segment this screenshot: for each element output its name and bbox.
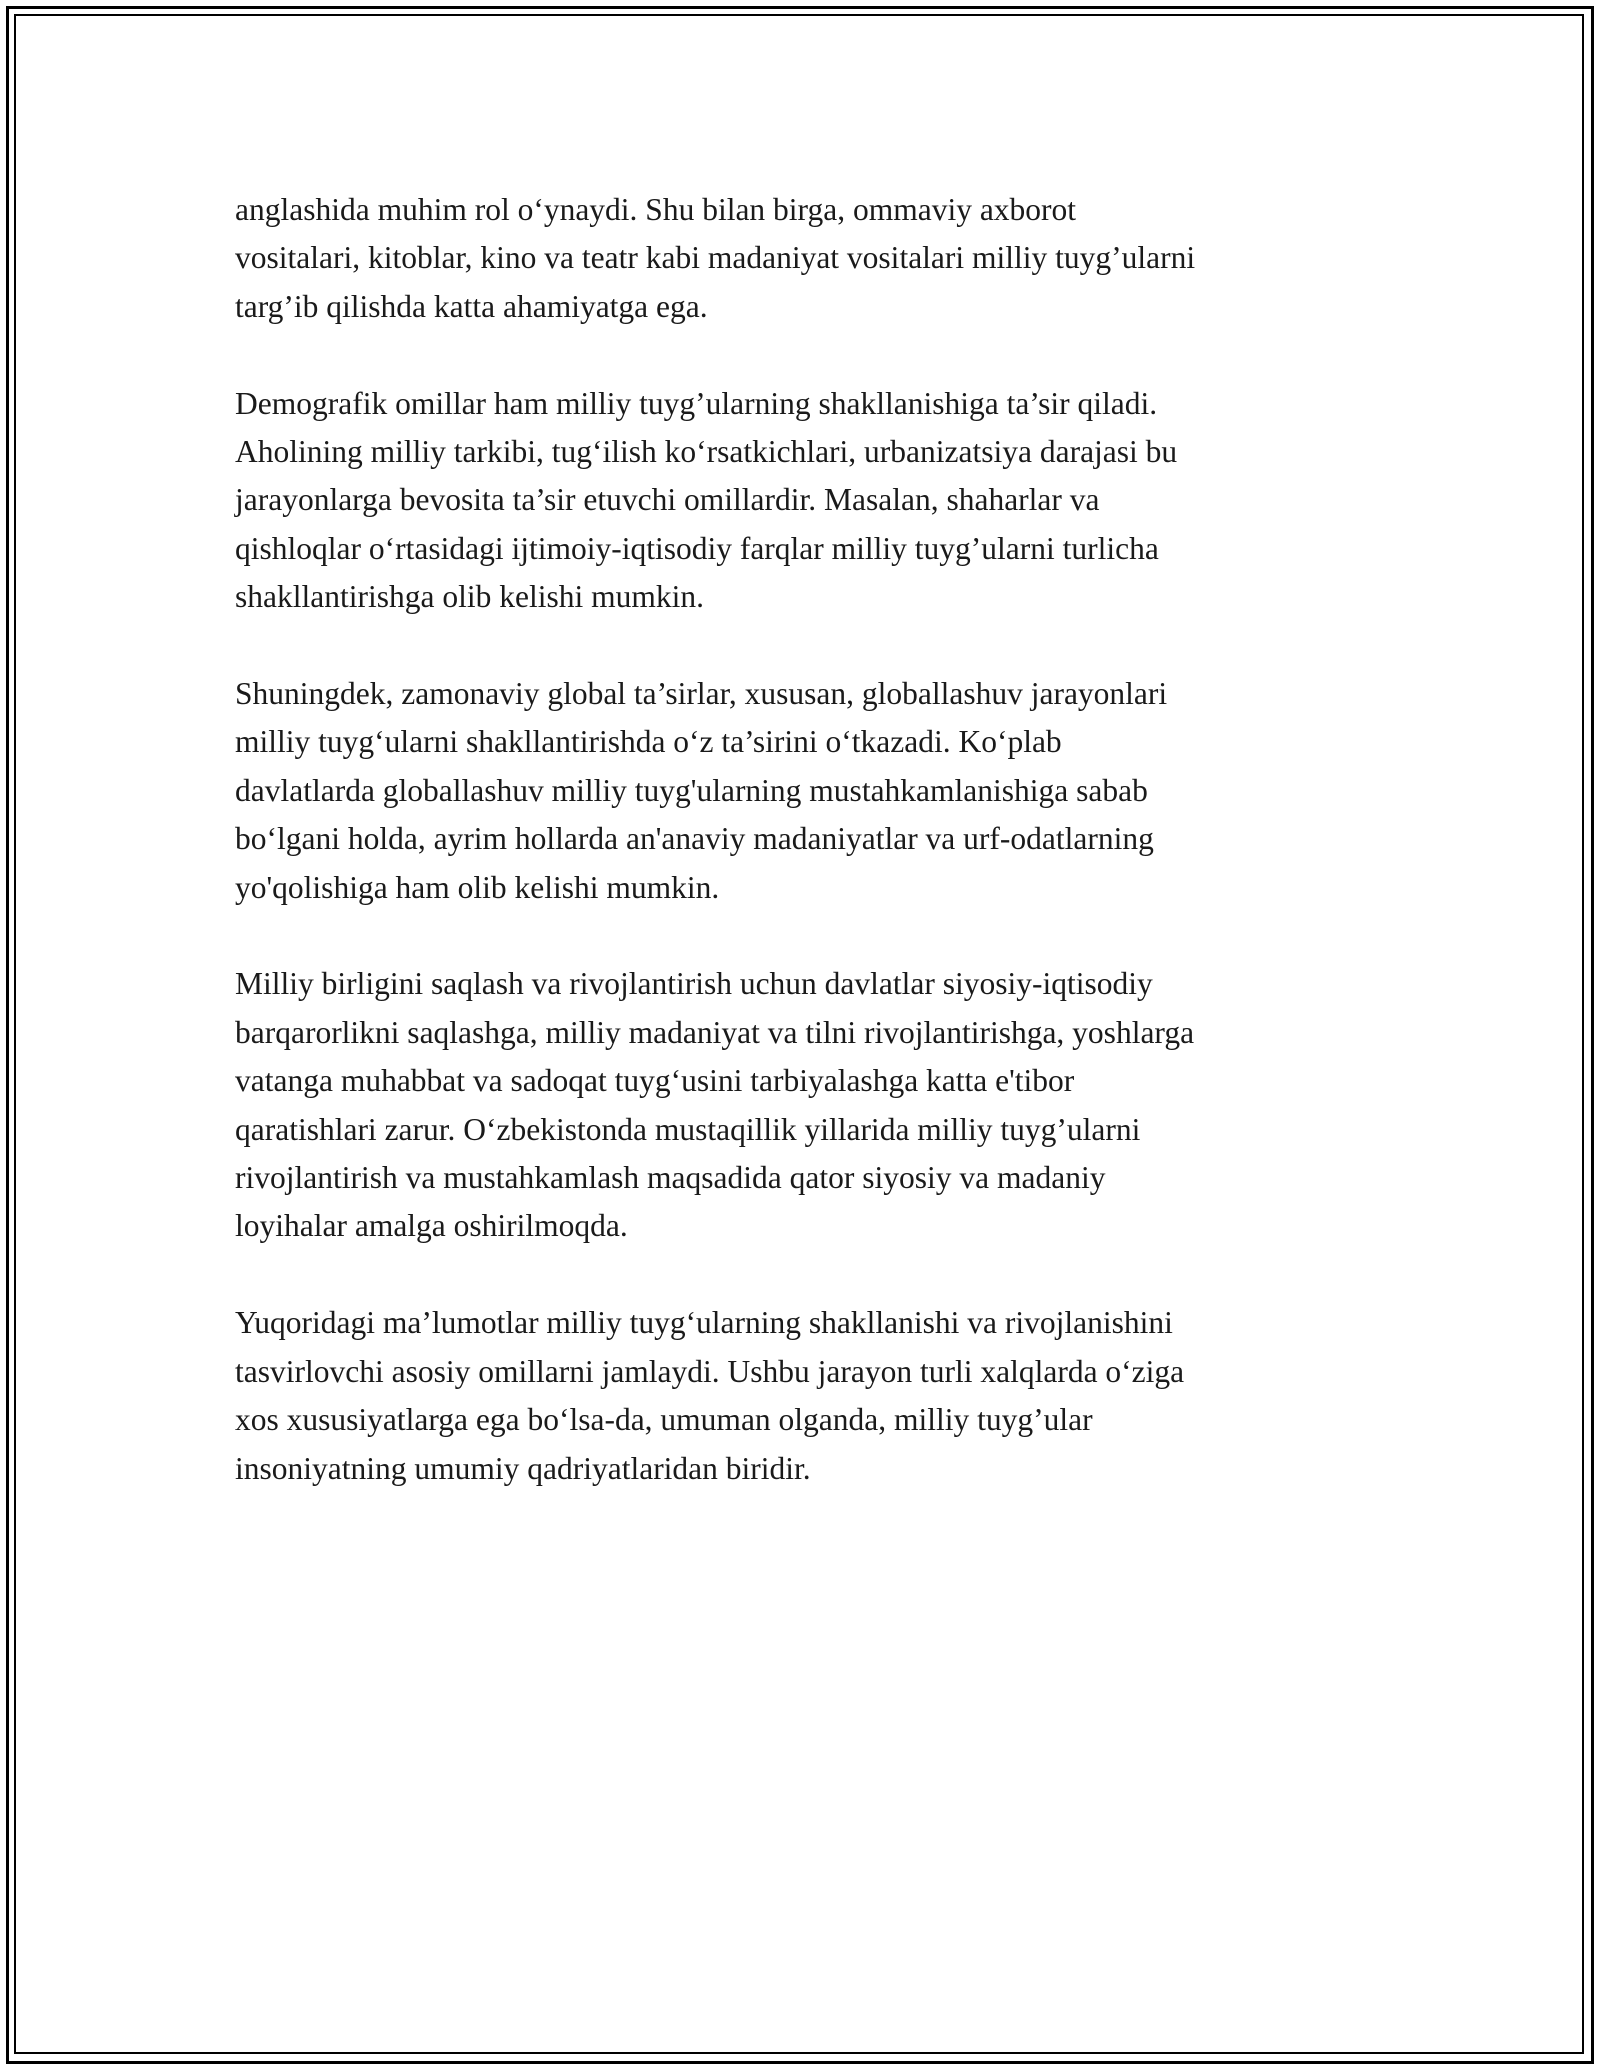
text-line: Demografik omillar ham milliy tuyg’ularning shakllanishiga ta’sir qiladi. bbox=[235, 385, 1158, 421]
paragraph-1 bbox=[235, 186, 1355, 331]
document-body bbox=[235, 186, 1355, 1541]
text-line: vositalari, kitoblar, kino va teatr kabi madaniyat vositalari milliy tuyg’ularni bbox=[235, 240, 1196, 276]
text-line: Milliy birligini saqlash va rivojlantirish uchun davlatlar siyosiy-iqtisodiy bbox=[235, 966, 1153, 1002]
text-line: Yuqoridagi ma’lumotlar milliy tuyg‘ularning shakllanishi va rivojlanishini bbox=[235, 1305, 1173, 1341]
paragraph-2 bbox=[235, 380, 1355, 622]
text-line: xos xususiyatlarga ega bo‘lsa-da, umuman olganda, milliy tuyg’ular bbox=[235, 1402, 1093, 1438]
paragraph-5 bbox=[235, 1299, 1355, 1493]
text-line: Aholining milliy tarkibi, tug‘ilish ko‘rsatkichlari, urbanizatsiya darajasi bu bbox=[235, 434, 1178, 470]
text-line: targ’ib qilishda katta ahamiyatga ega. bbox=[235, 288, 708, 324]
paragraph-4 bbox=[235, 960, 1355, 1250]
text-line: vatanga muhabbat va sadoqat tuyg‘usini tarbiyalashga katta e'tibor bbox=[235, 1063, 1075, 1099]
text-line: loyihalar amalga oshirilmoqda. bbox=[235, 1208, 628, 1244]
text-line: rivojlantirish va mustahkamlash maqsadida qator siyosiy va madaniy bbox=[235, 1160, 1106, 1196]
text-line: insoniyatning umumiy qadriyatlaridan biridir. bbox=[235, 1450, 811, 1486]
text-line: yo'qolishiga ham olib kelishi mumkin. bbox=[235, 869, 720, 905]
text-line: jarayonlarga bevosita ta’sir etuvchi omillardir. Masalan, shaharlar va bbox=[235, 482, 1100, 518]
text-line: bo‘lgani holda, ayrim hollarda an'anaviy madaniyatlar va urf-odatlarning bbox=[235, 821, 1154, 857]
text-line: anglashida muhim rol o‘ynaydi. Shu bilan birga, ommaviy axborot bbox=[235, 192, 1077, 227]
text-line: shakllantirishga olib kelishi mumkin. bbox=[235, 579, 704, 615]
text-line: barqarorlikni saqlashga, milliy madaniyat va tilni rivojlantirishga, yoshlarga bbox=[235, 1014, 1195, 1050]
text-line: tasvirlovchi asosiy omillarni jamlaydi. Ushbu jarayon turli xalqlarda o‘ziga bbox=[235, 1353, 1185, 1389]
text-line: qaratishlari zarur. O‘zbekistonda mustaqillik yillarida milliy tuyg’ularni bbox=[235, 1111, 1141, 1147]
text-line: Shuningdek, zamonaviy global ta’sirlar, xususan, globallashuv jarayonlari bbox=[235, 676, 1168, 712]
text-line: milliy tuyg‘ularni shakllantirishda o‘z ta’sirini o‘tkazadi. Ko‘plab bbox=[235, 724, 1062, 760]
text-line: qishloqlar o‘rtasidagi ijtimoiy-iqtisodiy farqlar milliy tuyg’ularni turlicha bbox=[235, 530, 1159, 566]
paragraph-3 bbox=[235, 670, 1355, 912]
text-line: davlatlarda globallashuv milliy tuyg'ularning mustahkamlanishiga sabab bbox=[235, 772, 1148, 808]
